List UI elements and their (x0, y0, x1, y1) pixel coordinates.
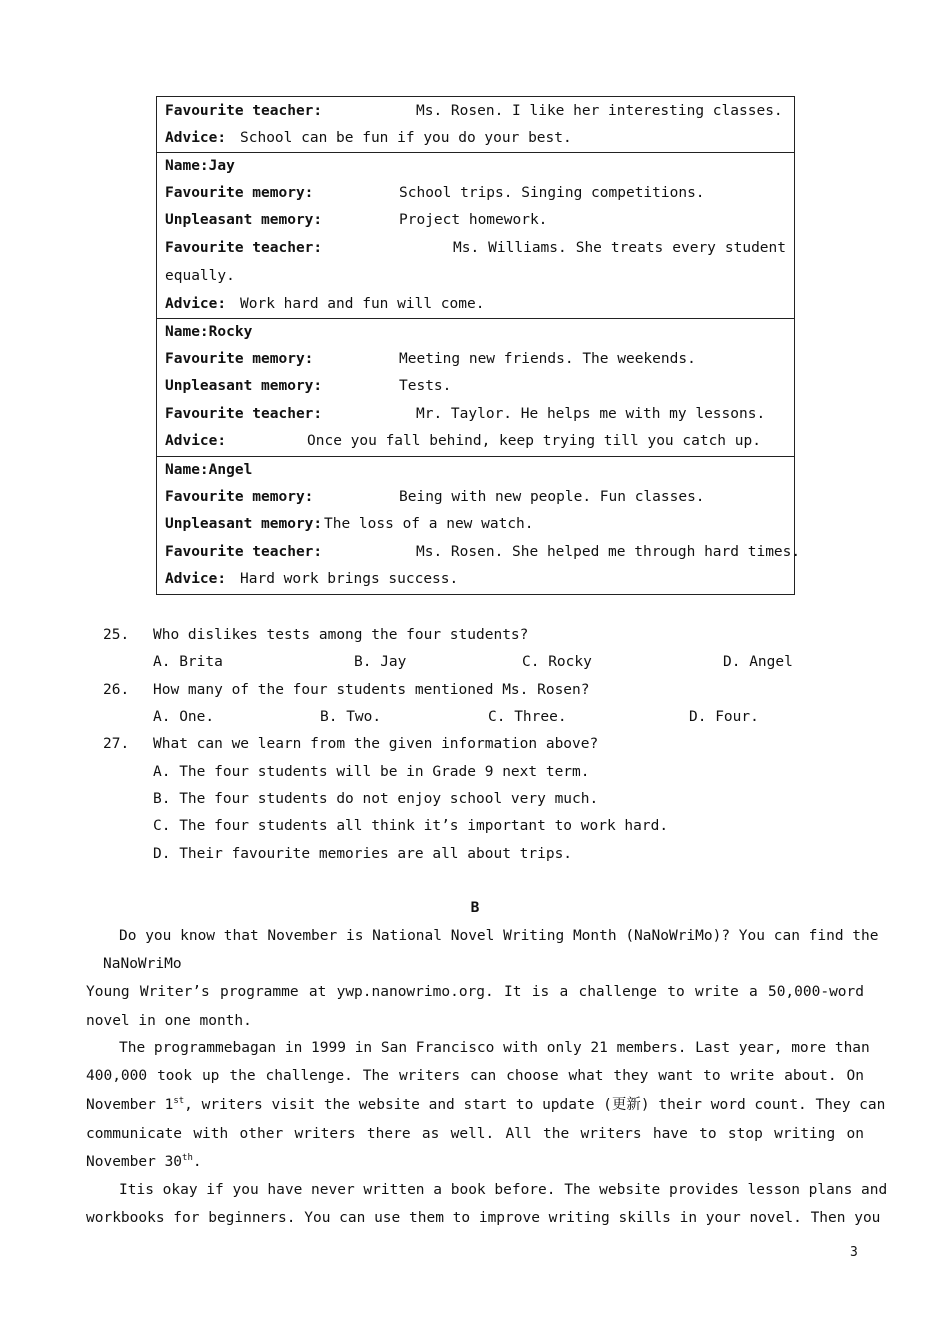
question-stem: What can we learn from the given information above? (153, 736, 599, 752)
option-d[interactable]: D. Their favourite memories are all about trips. (153, 846, 573, 862)
fav-teacher-label: Favourite teacher: (165, 103, 323, 119)
advice-label: Advice: (165, 571, 227, 587)
option-b[interactable]: B. The four students do not enjoy school very much. (153, 791, 599, 807)
unpleasant-memory-value: Tests. (399, 378, 452, 394)
paragraph-line: novel in one month. (86, 1013, 252, 1029)
fav-memory-value: Being with new people. Fun classes. (399, 489, 705, 505)
text-run: , writers visit the website and start to update (更新) their word count. They can (184, 1097, 886, 1113)
option-b[interactable]: B. Jay (354, 654, 407, 670)
advice-label: Advice: (165, 433, 227, 449)
question-stem: Who dislikes tests among the four students? (153, 627, 529, 643)
paragraph-line: 400,000 took up the challenge. The writers can choose what they want to write about. On (86, 1068, 864, 1084)
name-label: Name: (165, 158, 209, 174)
fav-memory-label: Favourite memory: (165, 351, 314, 367)
option-a[interactable]: A. Brita (153, 654, 223, 670)
option-c[interactable]: C. The four students all think it’s important to work hard. (153, 818, 669, 834)
option-a[interactable]: A. The four students will be in Grade 9 next term. (153, 764, 590, 780)
question-number: 27. (103, 736, 130, 752)
fav-teacher-cont: equally. (165, 268, 235, 284)
fav-teacher-label: Favourite teacher: (165, 544, 323, 560)
fav-teacher-label: Favourite teacher: (165, 240, 323, 256)
unpleasant-memory-label: Unpleasant memory: (165, 212, 323, 228)
paragraph-line: Do you know that November is National Novel Writing Month (NaNoWriMo)? You can find the (119, 928, 879, 944)
advice-label: Advice: (165, 296, 227, 312)
fav-teacher-value: Mr. Taylor. He helps me with my lessons. (416, 406, 766, 422)
profile-box-rocky (156, 318, 795, 457)
fav-teacher-label: Favourite teacher: (165, 406, 323, 422)
fav-memory-label: Favourite memory: (165, 489, 314, 505)
text-run: November 30 (86, 1154, 183, 1170)
paragraph-line: The programmebagan in 1999 in San Francisco with only 21 members. Last year, more than (119, 1040, 870, 1056)
section-title: B (470, 900, 480, 916)
name-label: Name: (165, 324, 209, 340)
question-stem: How many of the four students mentioned Ms. Rosen? (153, 682, 590, 698)
fav-teacher-value: Ms. Rosen. I like her interesting classes. (416, 103, 783, 119)
advice-value: Once you fall behind, keep trying till you catch up. (307, 433, 761, 449)
fav-memory-value: School trips. Singing competitions. (399, 185, 705, 201)
text-run: November 1 (86, 1097, 174, 1113)
name-value: Jay (208, 158, 235, 174)
option-a[interactable]: A. One. (153, 709, 215, 725)
option-d[interactable]: D. Four. (689, 709, 759, 725)
unpleasant-memory-value: The loss of a new watch. (324, 516, 534, 532)
superscript: st (173, 1096, 185, 1106)
profile-box-jay (156, 152, 795, 319)
advice-value: Hard work brings success. (240, 571, 459, 587)
question-number: 26. (103, 682, 130, 698)
unpleasant-memory-label: Unpleasant memory: (165, 516, 323, 532)
profile-box-angel (156, 456, 801, 595)
paragraph-line (86, 1152, 864, 1172)
page-number: 3 (850, 1245, 858, 1260)
paragraph-line: Itis okay if you have never written a book before. The website provides lesson plans and (119, 1182, 888, 1198)
fav-memory-value: Meeting new friends. The weekends. (399, 351, 696, 367)
advice-label: Advice: (165, 130, 227, 146)
question-number: 25. (103, 627, 130, 643)
unpleasant-memory-label: Unpleasant memory: (165, 378, 323, 394)
profile-box-brita (156, 96, 795, 153)
name-value: Angel (208, 462, 253, 478)
option-b[interactable]: B. Two. (320, 709, 382, 725)
paragraph-line: NaNoWriMo (103, 956, 182, 972)
option-d[interactable]: D. Angel (723, 654, 793, 670)
paragraph-line: workbooks for beginners. You can use them to improve writing skills in your novel. Then you (86, 1210, 881, 1226)
unpleasant-memory-value: Project homework. (399, 212, 548, 228)
fav-teacher-value: Ms. Williams. She treats every student (453, 240, 786, 256)
paragraph-line: Young Writer’s programme at ywp.nanowrimo.org. It is a challenge to write a 50,000-word (86, 984, 864, 1000)
fav-teacher-value: Ms. Rosen. She helped me through hard times. (416, 544, 801, 560)
advice-value: Work hard and fun will come. (240, 296, 485, 312)
paragraph-line: communicate with other writers there as well. All the writers have to stop writing on (86, 1126, 864, 1142)
paragraph-line (86, 1095, 886, 1115)
advice-value: School can be fun if you do your best. (240, 130, 572, 146)
text-run: . (192, 1154, 202, 1170)
name-label: Name: (165, 462, 209, 478)
option-c[interactable]: C. Rocky (522, 654, 592, 670)
superscript: th (182, 1153, 193, 1163)
fav-memory-label: Favourite memory: (165, 185, 314, 201)
option-c[interactable]: C. Three. (488, 709, 567, 725)
name-value: Rocky (208, 324, 253, 340)
